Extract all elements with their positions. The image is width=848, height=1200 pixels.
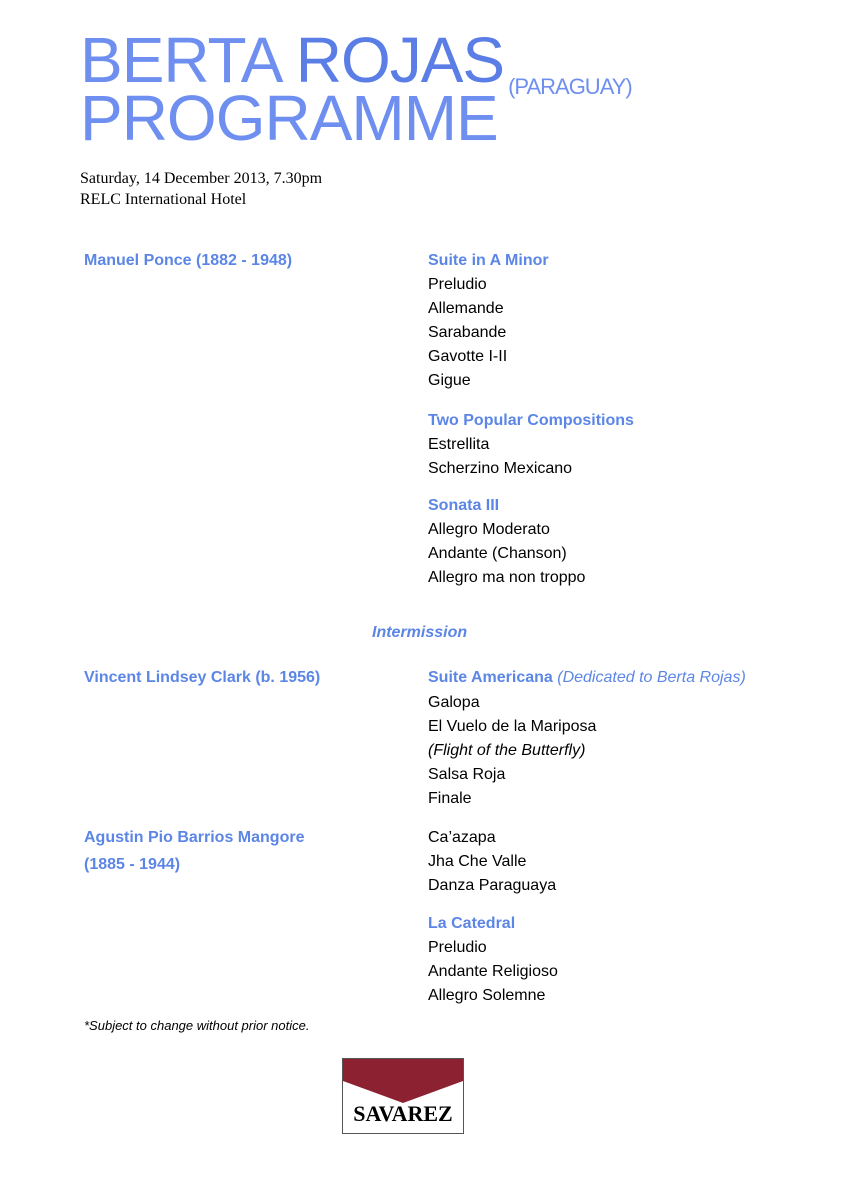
movement: Galopa [428, 694, 480, 711]
event-venue: RELC International Hotel [80, 191, 247, 208]
work-la-catedral: La Catedral [428, 915, 516, 932]
performer-country: (PARAGUAY) [508, 74, 632, 99]
work-sonata-iii: Sonata III [428, 497, 500, 514]
piece: Jha Che Valle [428, 853, 527, 870]
composer-clark: Vincent Lindsey Clark (b. 1956) [84, 669, 321, 686]
programme-title: PROGRAMME [80, 82, 498, 154]
logo-band [343, 1059, 463, 1103]
movement: Allegro Solemne [428, 987, 546, 1004]
movement: Andante Religioso [428, 963, 558, 980]
intermission-label: Intermission [372, 624, 468, 641]
work-title: Suite Americana [428, 669, 553, 686]
piece: Danza Paraguaya [428, 877, 557, 894]
composer-barrios: Agustin Pio Barrios Mangore [84, 829, 305, 846]
movement: Gigue [428, 372, 471, 389]
movement: Gavotte I-II [428, 348, 508, 365]
movement: Estrellita [428, 436, 490, 453]
movement: El Vuelo de la Mariposa [428, 718, 597, 735]
event-date: Saturday, 14 December 2013, 7.30pm [80, 170, 323, 187]
movement: Scherzino Mexicano [428, 460, 573, 477]
work-suite-a-minor: Suite in A Minor [428, 252, 549, 269]
piece: Ca’azapa [428, 829, 496, 846]
movement: Salsa Roja [428, 766, 506, 783]
movement: Preludio [428, 939, 487, 956]
composer-barrios-dates: (1885 - 1944) [84, 856, 181, 873]
savarez-logo [342, 1058, 464, 1134]
movement-translation: (Flight of the Butterfly) [428, 742, 586, 759]
movement: Sarabande [428, 324, 507, 341]
performer-first-name: BERTA [80, 24, 279, 96]
footnote: *Subject to change without prior notice. [84, 1018, 310, 1033]
movement: Preludio [428, 276, 487, 293]
logo-text: SAVAREZ [353, 1101, 453, 1126]
movement: Allegro ma non troppo [428, 569, 586, 586]
movement: Andante (Chanson) [428, 545, 567, 562]
movement: Allemande [428, 300, 504, 317]
work-suite-americana [428, 669, 746, 687]
work-two-popular: Two Popular Compositions [428, 412, 634, 429]
composer-ponce: Manuel Ponce (1882 - 1948) [84, 252, 293, 269]
movement: Allegro Moderato [428, 521, 550, 538]
movement: Finale [428, 790, 472, 807]
performer-last-name: ROJAS [295, 24, 505, 96]
dedication: (Dedicated to Berta Rojas) [557, 669, 746, 686]
